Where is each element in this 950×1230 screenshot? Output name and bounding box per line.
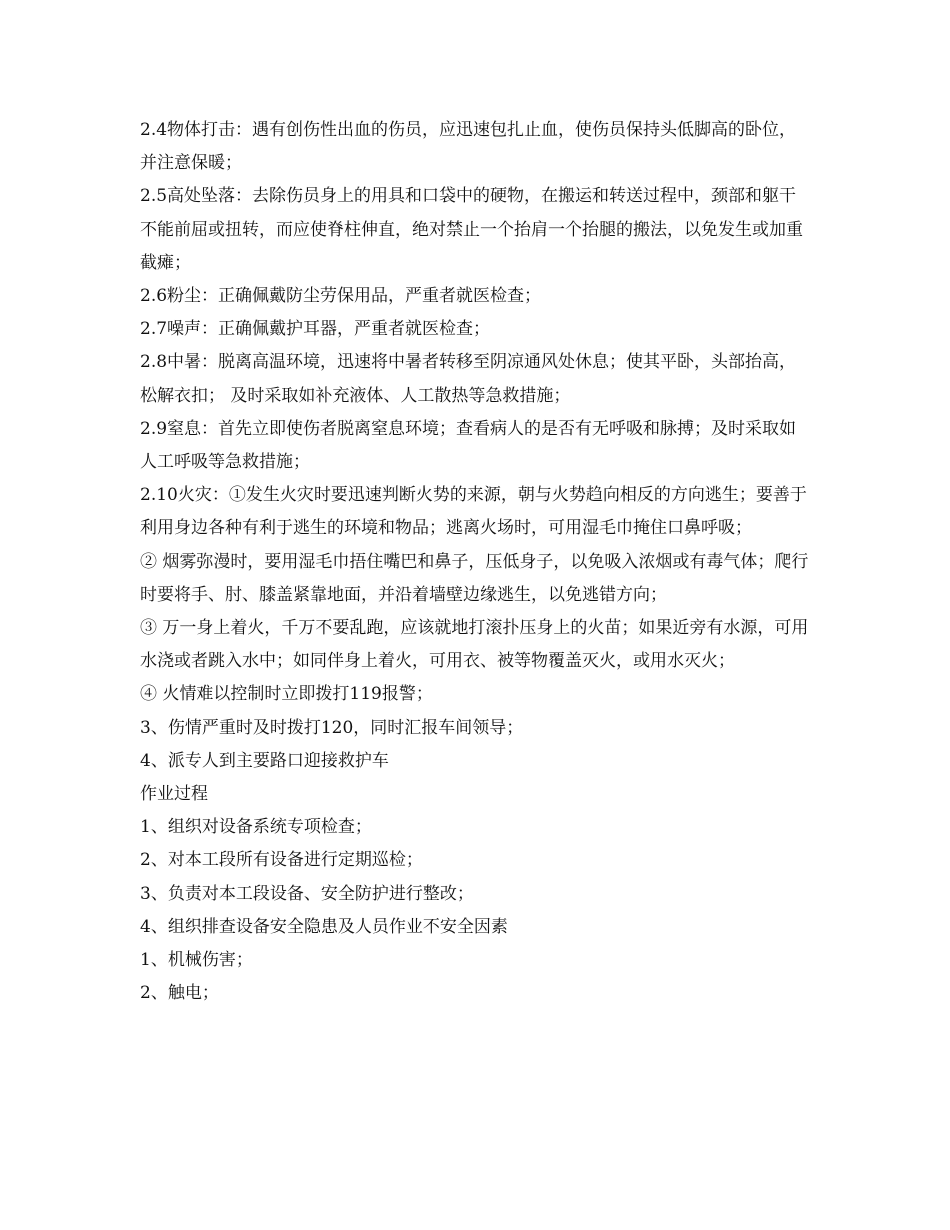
paragraph-call-120: 3、伤情严重时及时拨打120，同时汇报车间领导；: [140, 717, 524, 738]
paragraph-fire-on-body: ③ 万一身上着火，千万不要乱跑，应该就地打滚扑压身上的火苗；如果近旁有水源，可用水浇或者跳入水中；如同伴身上着火，可用衣、被等物覆盖灭火，或用水灭火；: [140, 618, 809, 672]
list-item-mechanical-injury: 1、机械伤害；: [140, 950, 253, 971]
paragraph-meet-ambulance: 4、派专人到主要路口迎接救护车: [140, 750, 389, 771]
section-heading-work-process: 作业过程: [140, 784, 208, 805]
paragraph-2-5-fall-from-height: 2.5高处坠落：去除伤员身上的用具和口袋中的硬物，在搬运和转送过程中，颈部和躯干不能前屈或扭转，而应使脊柱伸直，绝对禁止一个抬肩一个抬腿的搬法，以免发生或加重截瘫；: [140, 186, 803, 273]
paragraph-2-6-dust: 2.6粉尘：正确佩戴防尘劳保用品，严重者就医检查；: [140, 286, 542, 307]
list-item-rectification: 3、负责对本工段设备、安全防护进行整改；: [140, 883, 474, 904]
paragraph-2-9-suffocation: 2.9窒息：首先立即使伤者脱离窒息环境；查看病人的是否有无呼吸和脉搏；及时采取如人工呼吸等急救措施；: [140, 418, 797, 473]
paragraph-2-4-object-strike: 2.4物体打击：遇有创伤性出血的伤员，应迅速包扎止血，使伤员保持头低脚高的卧位，并注意保暖；: [140, 120, 797, 174]
paragraph-fire-smoke: ② 烟雾弥漫时，要用湿毛巾捂住嘴巴和鼻子，压低身子，以免吸入浓烟或有毒气体；爬行时要将手、肘、膝盖紧靠地面，并沿着墙壁边缘逃生，以免逃错方向；: [140, 551, 809, 605]
list-item-periodic-patrol: 2、对本工段所有设备进行定期巡检；: [140, 850, 423, 871]
paragraph-2-10-fire: 2.10火灾：①发生火灾时要迅速判断火势的来源，朝与火势趋向相反的方向逃生；要善于利用身边各种有利于逃生的环境和物品；逃离火场时，可用湿毛巾掩住口鼻呼吸；: [140, 485, 807, 539]
list-item-electric-shock: 2、触电；: [140, 983, 219, 1004]
document-body: [140, 114, 812, 1010]
paragraph-2-8-heatstroke: 2.8中暑：脱离高温环境，迅速将中暑者转移至阴凉通风处休息；使其平卧，头部抬高，松解衣扣； 及时采取如补充液体、人工散热等急救措施；: [140, 352, 797, 406]
list-item-equipment-inspection: 1、组织对设备系统专项检查；: [140, 817, 372, 838]
paragraph-fire-call-119: ④ 火情难以控制时立即拨打119报警；: [140, 684, 433, 705]
paragraph-2-7-noise: 2.7噪声：正确佩戴护耳器，严重者就医检查；: [140, 319, 491, 340]
list-item-hazard-check: 4、组织排查设备安全隐患及人员作业不安全因素: [140, 916, 508, 937]
